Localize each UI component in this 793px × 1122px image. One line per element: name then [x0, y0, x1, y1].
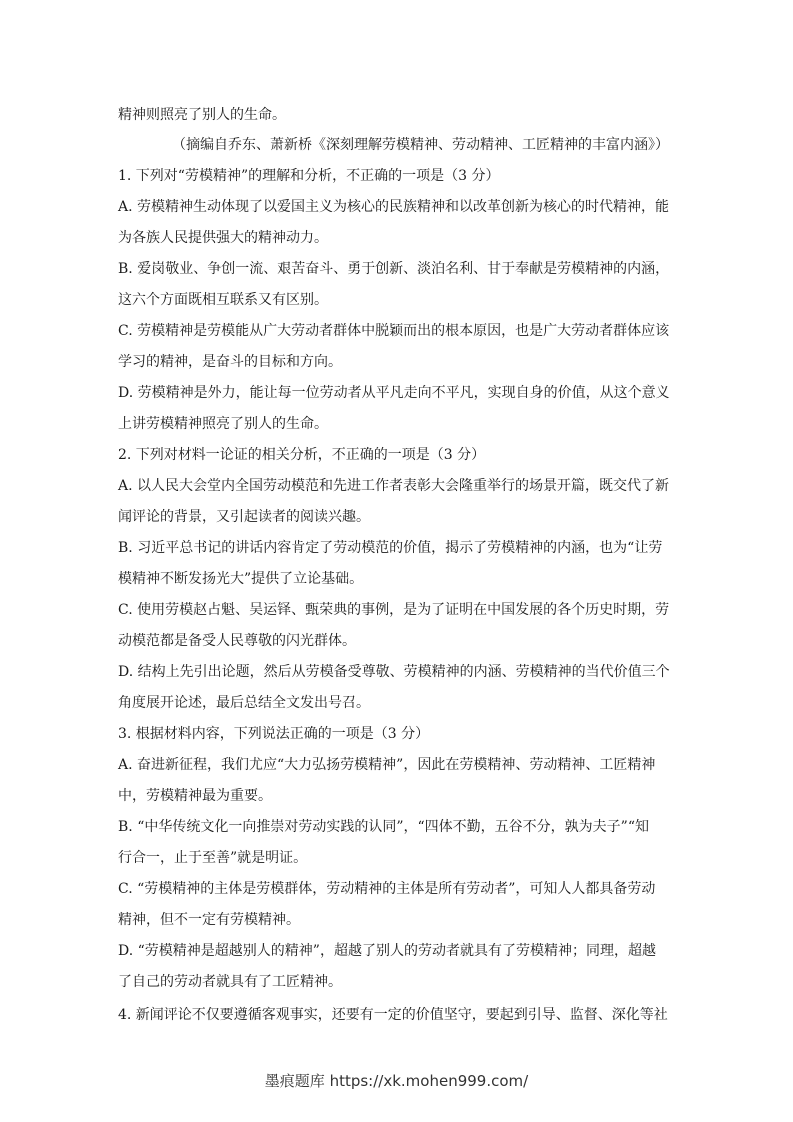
- question-3-option-a: A. 奋进新征程，我们尤应“大力弘扬劳模精神”，因此在劳模精神、劳动精神、工匠精神: [118, 757, 656, 773]
- question-4-stem: 4. 新闻评论不仅要遵循客观事实，还要有一定的价值坚守，要起到引导、监督、深化等社: [118, 1007, 668, 1023]
- question-2-option-c-cont: 动模范都是备受人民尊敬的闪光群体。: [118, 633, 356, 649]
- question-3-stem: 3. 根据材料内容，下列说法正确的一项是（3 分）: [118, 726, 430, 742]
- question-3-option-d-cont: 了自己的劳动者就具有了工匠精神。: [118, 974, 342, 990]
- question-3-option-c: C. “劳模精神的主体是劳模群体，劳动精神的主体是所有劳动者”，可知人人都具备劳动: [118, 881, 656, 897]
- question-3-option-b-cont: 行合一，止于至善”就是明证。: [118, 850, 308, 866]
- question-2-option-d: D. 结构上先引出论题，然后从劳模备受尊敬、劳模精神的内涵、劳模精神的当代价值三个: [118, 664, 670, 680]
- question-3-option-b: B. “中华传统文化一向推崇对劳动实践的认同”，“四体不勤，五谷不分，孰为夫子”“知: [118, 819, 649, 835]
- question-1-option-a: A. 劳模精神生动体现了以爱国主义为核心的民族精神和以改革创新为核心的时代精神，能: [118, 199, 670, 215]
- question-1-option-c-cont: 学习的精神，是奋斗的目标和方向。: [118, 354, 342, 370]
- question-3-option-d: D. “劳模精神是超越别人的精神”，超越了别人的劳动者就具有了劳模精神；同理，超越: [118, 943, 656, 959]
- question-2-option-d-cont: 角度展开论述，最后总结全文发出号召。: [118, 695, 370, 711]
- question-3-option-c-cont: 精神，但不一定有劳模精神。: [118, 912, 300, 928]
- question-2-option-a-cont: 闻评论的背景，又引起读者的阅读兴趣。: [118, 509, 370, 525]
- question-1-option-b: B. 爱岗敬业、争创一流、艰苦奋斗、勇于创新、淡泊名利、甘于奉献是劳模精神的内涵，: [118, 261, 670, 277]
- question-1-stem: 1. 下列对“劳模精神”的理解和分析，不正确的一项是（3 分）: [118, 168, 500, 184]
- question-1-option-a-cont: 为各族人民提供强大的精神动力。: [118, 230, 328, 246]
- question-1-option-d: D. 劳模精神是外力，能让每一位劳动者从平凡走向不平凡，实现自身的价值，从这个意义: [118, 385, 670, 401]
- question-2-option-a: A. 以人民大会堂内全国劳动模范和先进工作者表彰大会隆重举行的场景开篇，既交代了新: [118, 478, 670, 494]
- question-1-option-b-cont: 这六个方面既相互联系又有区别。: [118, 292, 328, 308]
- question-2-option-b-cont: 模精神不断发扬光大”提供了立论基础。: [118, 571, 364, 587]
- footer-watermark: 墨痕题库 https://xk.mohen999.com/: [264, 1072, 529, 1090]
- question-1-option-d-cont: 上讲劳模精神照亮了别人的生命。: [118, 416, 328, 432]
- question-2-option-c: C. 使用劳模赵占魁、吴运铎、甄荣典的事例，是为了证明在中国发展的各个历史时期，劳: [118, 602, 670, 618]
- question-1-option-c: C. 劳模精神是劳模能从广大劳动者群体中脱颖而出的根本原因，也是广大劳动者群体应该: [118, 323, 670, 339]
- question-3-option-a-cont: 中，劳模精神最为重要。: [118, 788, 272, 804]
- question-2-stem: 2. 下列对材料一论证的相关分析，不正确的一项是（3 分）: [118, 447, 486, 463]
- question-2-option-b: B. 习近平总书记的讲话内容肯定了劳动模范的价值，揭示了劳模精神的内涵，也为“让劳: [118, 540, 663, 556]
- intro-line: 精神则照亮了别人的生命。: [118, 107, 286, 123]
- source-note: （摘编自乔东、萧新桥《深刻理解劳模精神、劳动精神、工匠精神的丰富内涵》）: [172, 137, 669, 153]
